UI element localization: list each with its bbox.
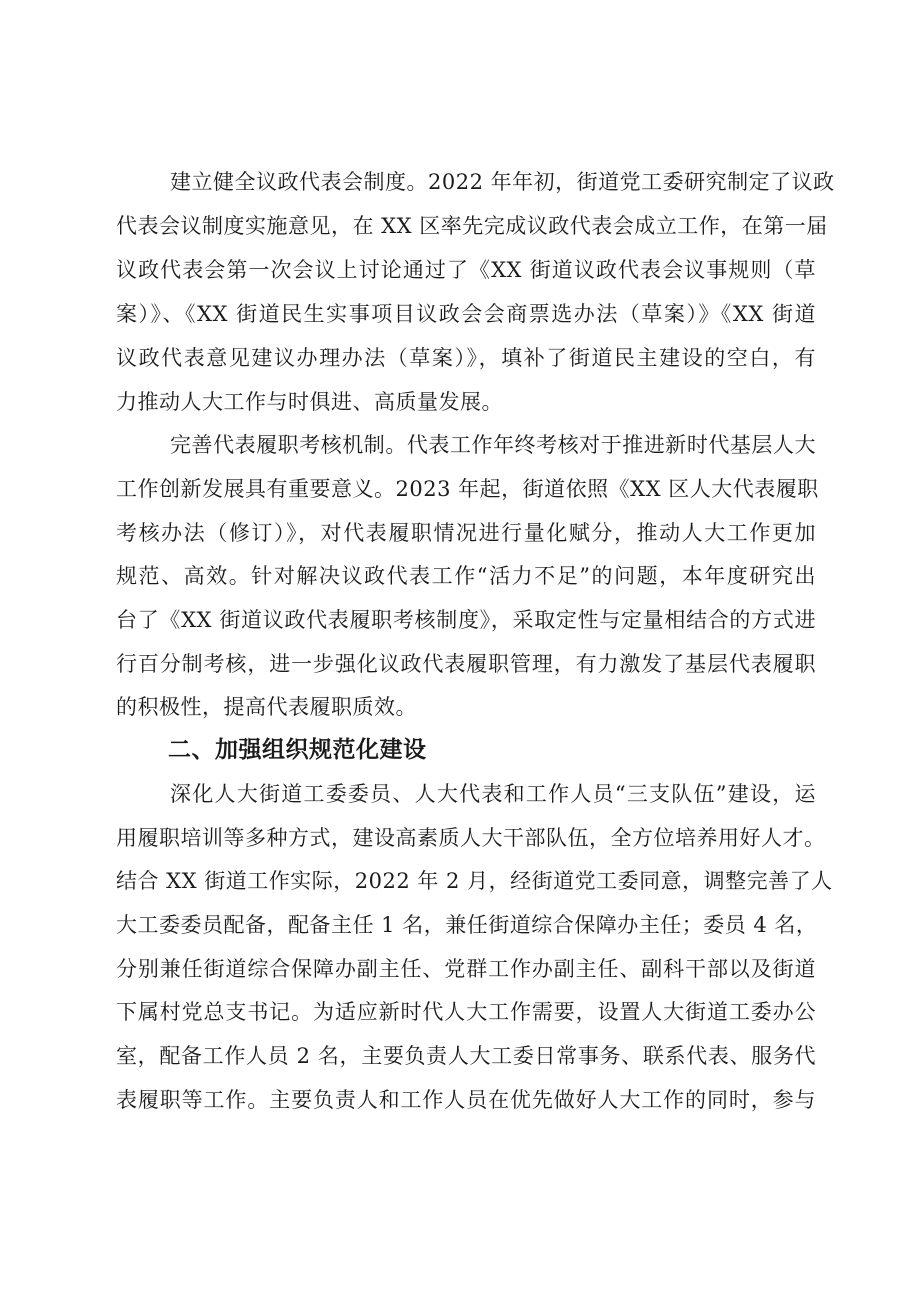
text-line: 完善代表履职考核机制。代表工作年终考核对于推进新时代基层人大 <box>170 433 816 457</box>
text-line: 工作创新发展具有重要意义。2023 年起，街道依照《XX 区人大代表履职 <box>116 477 819 501</box>
text-line: 行百分制考核，进一步强化议政代表履职管理，有力激发了基层代表履职 <box>116 652 816 676</box>
text-line: 台了《XX 街道议政代表履职考核制度》，采取定性与定量相结合的方式进 <box>116 608 816 632</box>
text-line: 表履职等工作。主要负责人和工作人员在优先做好人大工作的同时，参与 <box>116 1088 816 1112</box>
text-line: 下属村党总支书记。为适应新时代人大工作需要，设置人大街道工委办公 <box>116 1000 816 1024</box>
text-line: 用履职培训等多种方式，建设高素质人大干部队伍，全方位培养用好人才。 <box>116 826 826 850</box>
text-line: 代表会议制度实施意见，在 XX 区率先完成议政代表会成立工作，在第一届 <box>116 214 828 238</box>
text-line: 深化人大街道工委委员、人大代表和工作人员“三支队伍”建设，运 <box>170 782 816 806</box>
text-line: 案）》、《XX 街道民生实事项目议政会会商票选办法（草案）》《XX 街道 <box>116 302 816 326</box>
section-heading: 二、加强组织规范化建设 <box>168 737 427 763</box>
text-line: 结合 XX 街道工作实际，2022 年 2 月，经街道党工委同意，调整完善了人 <box>116 869 833 893</box>
text-line: 分别兼任街道综合保障办副主任、党群工作办副主任、副科干部以及街道 <box>116 957 816 981</box>
text-line: 力推动人大工作与时俱进、高质量发展。 <box>116 390 503 414</box>
text-line: 议政代表会第一次会议上讨论通过了《XX 街道议政代表会议事规则（草 <box>116 258 816 282</box>
text-line: 的积极性，提高代表履职质效。 <box>116 695 417 719</box>
text-line: 规范、高效。针对解决议政代表工作“活力不足”的问题，本年度研究出 <box>116 564 816 588</box>
text-line: 大工委委员配备，配备主任 1 名，兼任街道综合保障办主任；委员 4 名， <box>116 913 818 937</box>
text-line: 议政代表意见建议办理办法（草案）》，填补了街道民主建设的空白，有 <box>116 346 816 370</box>
text-line: 室，配备工作人员 2 名，主要负责人大工委日常事务、联系代表、服务代 <box>116 1044 816 1068</box>
text-line: 建立健全议政代表会制度。2022 年年初，街道党工委研究制定了议政 <box>170 170 835 194</box>
text-line: 考核办法（修订）》，对代表履职情况进行量化赋分，推动人大工作更加 <box>116 521 816 545</box>
